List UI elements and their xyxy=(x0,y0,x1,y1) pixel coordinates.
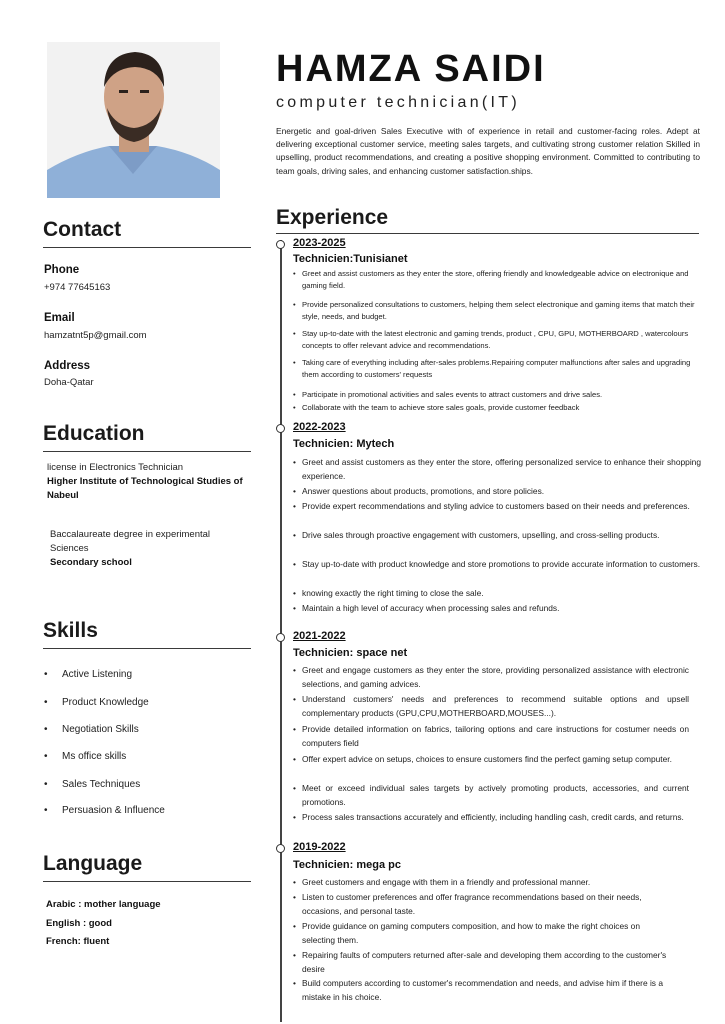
job-title: Technicien: mega pc xyxy=(293,859,401,871)
job-bullet: • Process sales transactions accurately and efficiently, including handling cash, credit cards, and returns. xyxy=(293,812,684,822)
candidate-name: HAMZA SAIDI xyxy=(276,48,546,90)
job-bullet: • Greet customers and engage with them in a friendly and professional manner. xyxy=(293,877,591,887)
job-title: Technicien: Mytech xyxy=(293,438,395,450)
job-bullet: • Collaborate with the team to achieve store sales goals, provide customer feedback xyxy=(293,403,580,412)
job-period: 2021-2022 xyxy=(293,630,346,642)
job-bullet: • Greet and assist customers as they enter the store, offering friendly and knowledgeable advice on electronique and gaming field. xyxy=(293,269,689,290)
job-bullet: • Listen to customer preferences and offer fragrance recommendations based on their needs, occasions, and personal taste. xyxy=(293,892,642,916)
job-title: Technicien: space net xyxy=(293,647,408,659)
job-bullet: • Provide detailed information on fabrics, tailoring options and care instructions for costumer needs on computers field xyxy=(293,724,689,748)
job-bullet: • Maintain a high level of accuracy when processing sales and refunds. xyxy=(293,603,560,613)
profile-summary: Energetic and goal-driven Sales Executive with of experience in retail and customer-facing roles. Adept at delivering exceptional customer service, meeting sales targets, and cultivating strong customer relation Skilled in upselling, product recommendations, and creating a positive shopping environment. Committed to contributing to team goals, driving sales, and enhancing customer satisfaction.ships. xyxy=(276,126,700,176)
job-bullet: • Provide personalized consultations to customers, helping them select electronique and gaming items that match their style, needs, and budget. xyxy=(293,300,695,321)
job-period: 2023-2025 xyxy=(293,237,346,249)
address-value: Doha-Qatar xyxy=(44,377,94,388)
job-bullet: • Participate in promotional activities and sales events to attract customers and drive sales. xyxy=(293,390,603,399)
job-bullet: • Stay up-to-date with the latest electronic and gaming trends, product , CPU, GPU, MOTHERBOARD , watercolours concepts to offer relevant advice and recommendations. xyxy=(293,329,689,350)
job-bullet: • Provide guidance on gaming computers composition, and how to make the right choices on selecting them. xyxy=(293,921,640,945)
school: Higher Institute of Technological Studies of Nabeul xyxy=(47,476,243,501)
address-label: Address xyxy=(44,360,91,372)
profile-photo xyxy=(47,42,220,198)
job-bullet: • Provide expert recommendations and styling advice to customers based on their needs and preferences. xyxy=(293,501,690,511)
phone-label: Phone xyxy=(44,264,80,276)
job-bullet: • Understand customers' needs and preferences to recommend suitable options and upsell complementary products (GPU,CPU,MOTHERBOARD,MOUSES...). xyxy=(293,694,689,718)
job-bullet: • Taking care of everything including after-sales problems.Repairing computer malfunctions after sales and upgrading them according to customers' requests xyxy=(293,358,691,379)
skill-item: • Active Listening xyxy=(44,669,132,680)
language-heading: Language xyxy=(43,852,251,882)
skill-item: • Product Knowledge xyxy=(44,697,149,708)
language-item: French: fluent xyxy=(46,936,110,947)
degree: license in Electronics Technician xyxy=(47,462,184,473)
language-item: Arabic : mother language xyxy=(46,899,161,910)
job-bullet: • Build computers according to customer's recommendation and needs, and advise him if there is a mistake in his choice. xyxy=(293,978,663,1002)
skill-item: • Negotiation Skills xyxy=(44,724,139,735)
education-entry xyxy=(47,461,257,503)
timeline-line xyxy=(280,240,282,1022)
school: Secondary school xyxy=(50,557,132,568)
skill-item: • Ms office skills xyxy=(44,751,126,762)
job-period: 2022-2023 xyxy=(293,421,346,433)
skills-heading: Skills xyxy=(43,619,251,649)
job-bullet: • Repairing faults of computers returned after-sale and developing them according to the customer's desire xyxy=(293,950,667,974)
job-bullet: • Drive sales through proactive engagement with customers, upselling, and cross-selling products. xyxy=(293,530,660,540)
experience-heading: Experience xyxy=(276,206,699,234)
timeline-dot xyxy=(276,424,285,433)
timeline-dot xyxy=(276,240,285,249)
education-heading: Education xyxy=(43,422,251,452)
job-bullet: • Greet and engage customers as they enter the store, providing personalized assistance with electronic selections, and gaming advices. xyxy=(293,665,689,689)
job-bullet: • Answer questions about products, promotions, and store policies. xyxy=(293,486,545,496)
skill-item: • Persuasion & Influence xyxy=(44,805,165,816)
job-bullet: • Meet or exceed individual sales targets by actively promoting products, accessories, and current promotions. xyxy=(293,783,689,807)
job-role: computer technician(IT) xyxy=(276,94,520,111)
contact-heading: Contact xyxy=(43,218,251,248)
job-bullet: • Greet and assist customers as they enter the store, offering personalized service to enhance their shopping experience. xyxy=(293,457,701,481)
timeline-dot xyxy=(276,844,285,853)
language-item: English : good xyxy=(46,918,112,929)
phone-value: +974 77645163 xyxy=(44,282,111,293)
job-title: Technicien:Tunisianet xyxy=(293,253,408,265)
degree: Baccalaureate degree in experimental Sciences xyxy=(50,529,211,554)
job-period: 2019-2022 xyxy=(293,841,346,853)
timeline-dot xyxy=(276,633,285,642)
education-entry xyxy=(50,528,240,570)
skill-item: • Sales Techniques xyxy=(44,779,140,790)
job-bullet: • Stay up-to-date with product knowledge and store promotions to provide accurate information to customers. xyxy=(293,559,701,569)
email-value: hamzatnt5p@gmail.com xyxy=(44,330,147,341)
job-bullet: • knowing exactly the right timing to close the sale. xyxy=(293,588,484,598)
email-label: Email xyxy=(44,312,75,324)
job-bullet: • Offer expert advice on setups, choices to ensure customers find the perfect gaming setup computer. xyxy=(293,754,672,764)
